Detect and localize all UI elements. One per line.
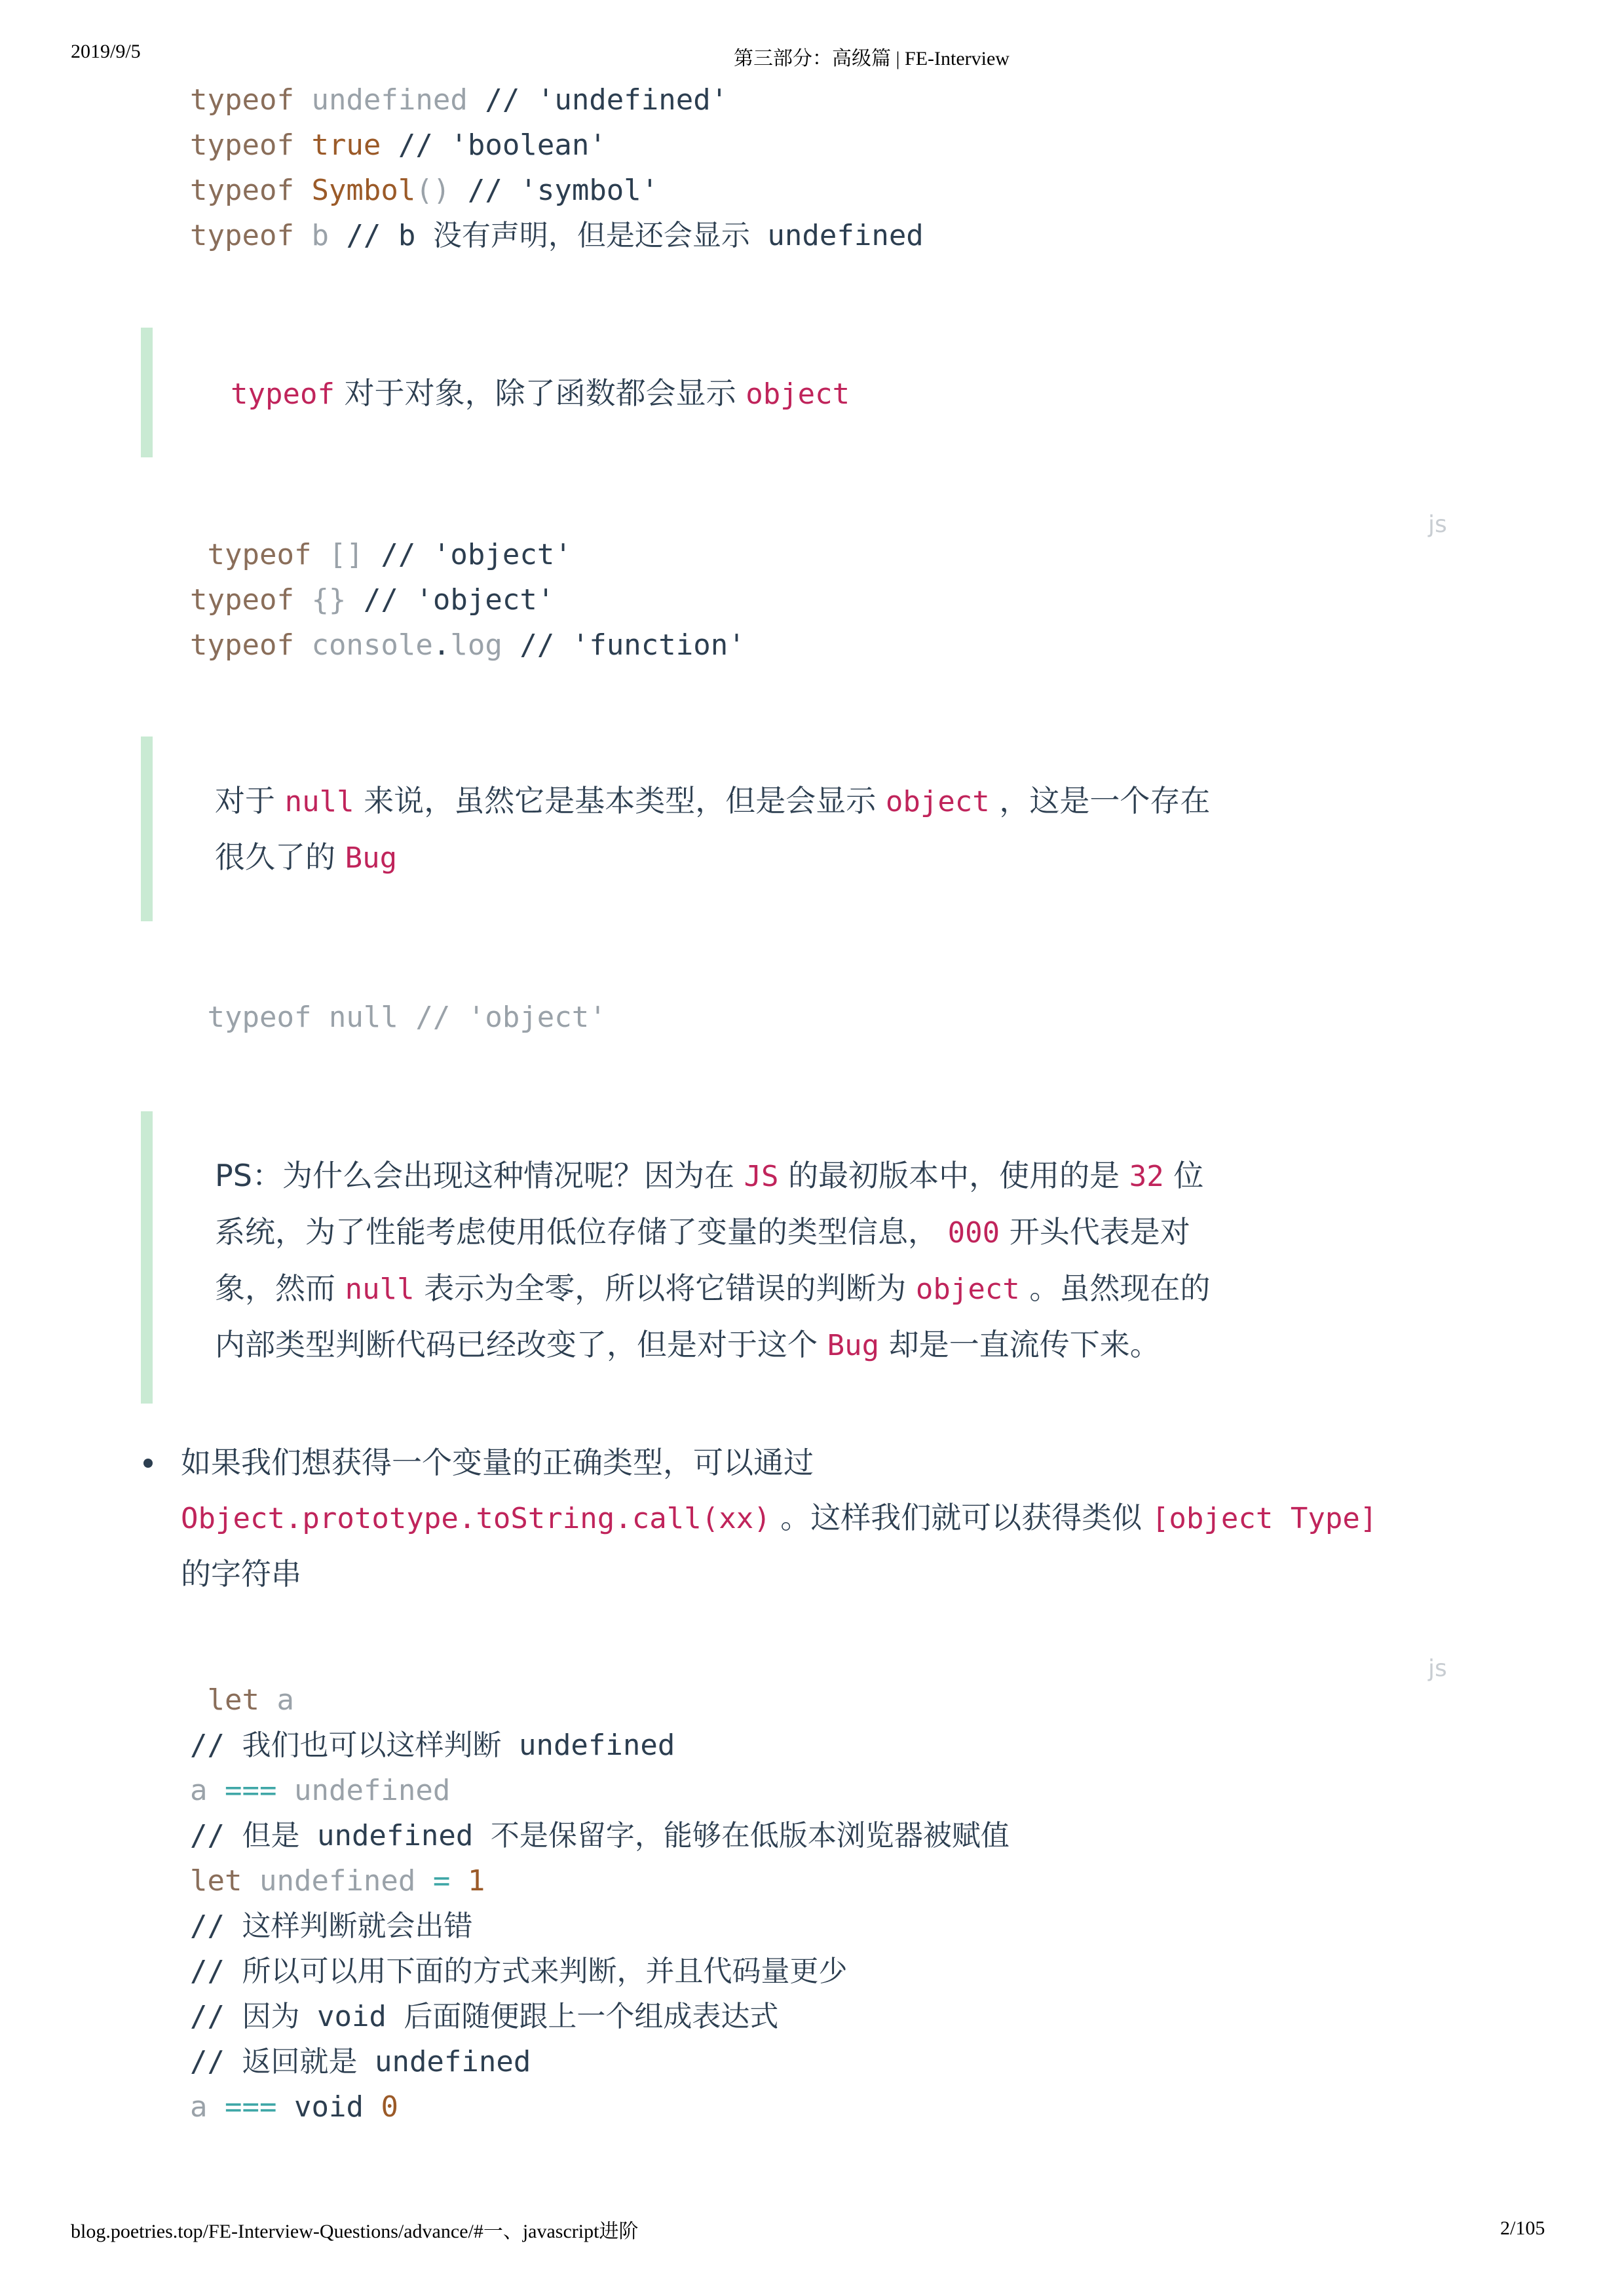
- text-run: // 'boolean': [381, 128, 607, 162]
- inline-code: object: [885, 785, 990, 818]
- code-line: [190, 1994, 1010, 2039]
- text-run: a: [276, 1683, 294, 1717]
- text-run: [208, 2090, 225, 2124]
- blockquote-line: [215, 1148, 1210, 1204]
- text-run: 对于对象，除了函数都会显示: [334, 375, 746, 411]
- text-run: 表示为全零，所以将它错误的判断为: [414, 1271, 916, 1306]
- bullet-line: 如果我们想获得一个变量的正确类型，可以通过: [181, 1445, 814, 1480]
- blockquote-typeof-object: [231, 366, 850, 422]
- text-run: undefined: [311, 83, 468, 117]
- text-run: // 返回就是 undefined: [190, 2045, 531, 2078]
- inline-code: object: [915, 1272, 1020, 1306]
- text-run: let: [190, 1683, 259, 1717]
- text-run: undefined: [293, 1774, 451, 1807]
- code-block-typeof-objects: [190, 532, 746, 668]
- code-line: [190, 2084, 1010, 2130]
- text-run: 位: [1163, 1158, 1204, 1193]
- code-line: [190, 1768, 1010, 1813]
- blockquote-line: [215, 1261, 1210, 1317]
- text-run: // 这样判断就会出错: [190, 1909, 473, 1943]
- code-line: [190, 1813, 1010, 1858]
- text-run: // 'symbol': [450, 174, 659, 207]
- code-line: [190, 1949, 1010, 1994]
- inline-code: 32: [1129, 1160, 1164, 1193]
- text-run: typeof: [190, 219, 294, 252]
- inline-code: Bug: [345, 841, 398, 875]
- text-run: b: [311, 219, 329, 252]
- code-block-undefined-check: [190, 1677, 1010, 2130]
- text-run: ===: [225, 1774, 277, 1807]
- inline-code: Bug: [827, 1329, 880, 1362]
- text-run: [242, 1864, 259, 1898]
- text-run: typeof: [190, 83, 294, 117]
- text-run: [294, 219, 312, 252]
- inline-code: 000: [947, 1216, 1000, 1250]
- text-run: Symbol: [311, 174, 416, 207]
- text-run: 内部类型判断代码已经改变了，但是对于这个: [215, 1327, 827, 1362]
- inline-code: JS: [744, 1160, 779, 1193]
- code-line: [190, 213, 924, 258]
- text-run: {}: [293, 583, 347, 617]
- text-run: 却是一直流传下来。: [879, 1327, 1160, 1362]
- text-run: [415, 1864, 433, 1898]
- text-run: undefined: [259, 1864, 416, 1898]
- text-run: // 我们也可以这样判断 undefined: [190, 1729, 675, 1762]
- text-run: // b 没有声明，但是还会显示 undefined: [328, 219, 924, 252]
- blockquote-line: [215, 773, 1210, 830]
- code-line: [190, 577, 746, 622]
- text-run: a: [190, 2090, 208, 2124]
- text-run: 很久了的: [215, 839, 345, 875]
- text-run: // 'object': [363, 538, 572, 571]
- inline-code: Object.prototype.toString.call(xx): [181, 1502, 771, 1535]
- blockquote-line: [215, 830, 1210, 886]
- blockquote-bar: [141, 328, 153, 457]
- code-line: [190, 123, 924, 168]
- inline-code: typeof: [231, 377, 335, 411]
- text-run: =: [432, 1864, 451, 1898]
- text-run: [294, 128, 312, 162]
- text-run: typeof: [190, 174, 294, 207]
- text-run: ===: [225, 2090, 277, 2124]
- text-run: 。虽然现在的: [1019, 1271, 1211, 1306]
- inline-code: [object Type]: [1151, 1502, 1378, 1535]
- text-run: 的最初版本中，使用的是: [778, 1158, 1129, 1193]
- code-line: [190, 1677, 1010, 1723]
- text-run: // 因为 void 后面随便跟上一个组成表达式: [190, 2000, 779, 2033]
- text-run: PS：为什么会出现这种情况呢？因为在: [215, 1158, 744, 1193]
- text-run: a: [190, 1774, 208, 1807]
- blockquote-null-bug: [215, 773, 1210, 886]
- text-run: .: [432, 628, 451, 662]
- text-run: typeof: [190, 128, 294, 162]
- code-line: [190, 2039, 1010, 2084]
- page-title: 第三部分：高级篇 | FE-Interview: [734, 48, 1010, 69]
- text-run: [450, 1864, 468, 1898]
- code-line: [190, 77, 924, 123]
- text-run: console: [311, 628, 433, 662]
- blockquote-bar: [141, 1111, 153, 1404]
- text-run: typeof: [190, 583, 294, 617]
- text-run: 0: [381, 2090, 398, 2124]
- page-number: 2/105: [1500, 2217, 1545, 2239]
- text-run: [294, 83, 312, 117]
- bullet-line: 的字符串: [181, 1556, 301, 1592]
- inline-code: null: [345, 1272, 415, 1306]
- text-run: [276, 1774, 294, 1807]
- blockquote-line: [215, 1317, 1210, 1373]
- inline-code: null: [284, 785, 354, 818]
- bullet-item-tostring: [181, 1435, 1377, 1601]
- print-date: 2019/9/5: [71, 41, 141, 62]
- code-line: [190, 1723, 1010, 1768]
- text-run: [208, 1774, 225, 1807]
- code-line: [190, 1904, 1010, 1949]
- text-run: 来说，虽然它是基本类型，但是会显示: [354, 783, 886, 818]
- footer-url: blog.poetries.top/FE-Interview-Questions/advance/#一、javascript进阶: [71, 2221, 639, 2242]
- text-run: true: [311, 128, 381, 162]
- text-run: typeof: [190, 538, 312, 571]
- text-run: 1: [467, 1864, 485, 1898]
- bullet-dot: [143, 1459, 153, 1468]
- text-run: []: [311, 538, 364, 571]
- text-run: [259, 1683, 277, 1717]
- code-lang-label: js: [1428, 1655, 1447, 1682]
- text-run: 开头代表是对: [1000, 1214, 1190, 1250]
- blockquote-bar: [141, 737, 153, 921]
- text-run: 象，然而: [215, 1271, 345, 1306]
- text-run: (): [415, 174, 451, 207]
- code-line: [190, 622, 746, 668]
- text-run: // 所以可以用下面的方式来判断，并且代码量更少: [190, 1955, 848, 1988]
- code-line: [190, 1858, 1010, 1904]
- text-run: [294, 628, 312, 662]
- text-run: 系统，为了性能考虑使用低位存储了变量的类型信息，: [215, 1214, 948, 1250]
- text-run: 。这样我们就可以获得类似: [770, 1500, 1152, 1535]
- code-lang-label: js: [1428, 511, 1447, 538]
- code-line: [190, 532, 746, 577]
- text-run: // 但是 undefined 不是保留字，能够在低版本浏览器被赋值: [190, 1819, 1010, 1852]
- text-run: 对于: [215, 783, 285, 818]
- text-run: [294, 174, 312, 207]
- code-block-typeof-primitives: [190, 77, 924, 258]
- code-typeof-null: typeof null // 'object': [190, 1001, 607, 1034]
- text-run: // 'function': [502, 628, 746, 662]
- text-run: log: [450, 628, 502, 662]
- text-run: let: [190, 1864, 242, 1898]
- text-run: typeof: [190, 628, 294, 662]
- bullet-line: [181, 1490, 1377, 1546]
- text-run: void: [276, 2090, 381, 2124]
- blockquote-line: [215, 1204, 1210, 1261]
- text-run: // 'undefined': [467, 83, 728, 117]
- code-line: [190, 168, 924, 213]
- text-run: ，这是一个存在: [989, 783, 1211, 818]
- blockquote-ps-explanation: [215, 1148, 1210, 1373]
- inline-code: object: [746, 377, 850, 411]
- text-run: // 'object': [346, 583, 555, 617]
